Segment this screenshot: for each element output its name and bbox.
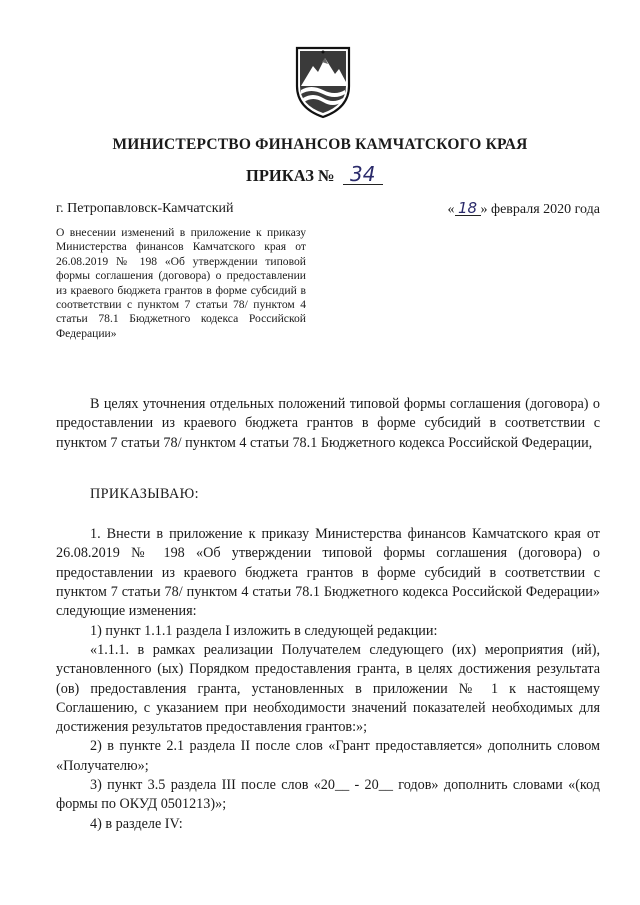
order-title xyxy=(246,164,383,186)
order-number: 34 xyxy=(343,164,383,185)
item-4: 4) в разделе IV: xyxy=(90,815,183,832)
preamble: В целях уточнения отдельных положений типовой формы соглашения (договора) о предоставлении из краевого бюджета грантов в форме субсидий в соответствии с пунктом 7 статьи 78/ пунктом 4 статьи 78.1 Бюджетного кодекса Российской Федерации, xyxy=(56,396,600,451)
date-day: 18 xyxy=(455,201,481,216)
order-word: ПРИКАЗЫВАЮ: xyxy=(90,485,199,502)
item-2: 2) в пункте 2.1 раздела II после слов «Грант предоставляется» дополнить словом «Получателю»; xyxy=(56,738,600,774)
order-label: ПРИКАЗ № xyxy=(246,166,335,185)
kamchatka-coat-of-arms-icon xyxy=(291,42,355,120)
city: г. Петропавловск-Камчатский xyxy=(56,201,234,216)
order-date xyxy=(448,201,601,218)
date-month-year: » февраля 2020 года xyxy=(480,202,600,217)
date-open-quote: « xyxy=(447,202,455,217)
order-subject: О внесении изменений в приложение к приказу Министерства финансов Камчатского края от 26.08.2019 № 198 «Об утверждении типовой формы соглашения (договора) о предоставлении из краевого бюджета грантов в форме субсидий в соответствии с пунктом 7 статьи 78/ пунктом 4 статьи 78.1 Бюджетного кодекса Российской Федерации» xyxy=(56,226,306,340)
clause-1: 1. Внести в приложение к приказу Министерства финансов Камчатского края от 26.08.2019 № 198 «Об утверждении типовой формы соглашения (договора) о предоставлении из краевого бюджета грантов в форме субсидий в соответствии с пунктом 7 статьи 78/ пунктом 4 статьи 78.1 Бюджетного кодекса Российской Федерации» следующие изменения: xyxy=(56,526,600,620)
ministry-name: МИНИСТЕРСТВО ФИНАНСОВ КАМЧАТСКОГО КРАЯ xyxy=(112,136,528,153)
item-1: 1) пункт 1.1.1 раздела I изложить в следующей редакции: xyxy=(90,622,438,639)
item-3: 3) пункт 3.5 раздела III после слов «20__ - 20__ годов» дополнить словами «(код формы по ОКУД 0501213)»; xyxy=(56,777,600,813)
order-body xyxy=(56,395,600,834)
item-1-quote: «1.1.1. в рамках реализации Получателем следующего (их) мероприятия (ий), установленного (ых) Порядком предоставления гранта, в целях достижения результата (ов) предоставления гранта, установленных в приложении № 1 к настоящему Соглашению, с указанием при необходимости значений показателей необходимых для достижения результатов предоставления грантов:»; xyxy=(56,641,600,736)
